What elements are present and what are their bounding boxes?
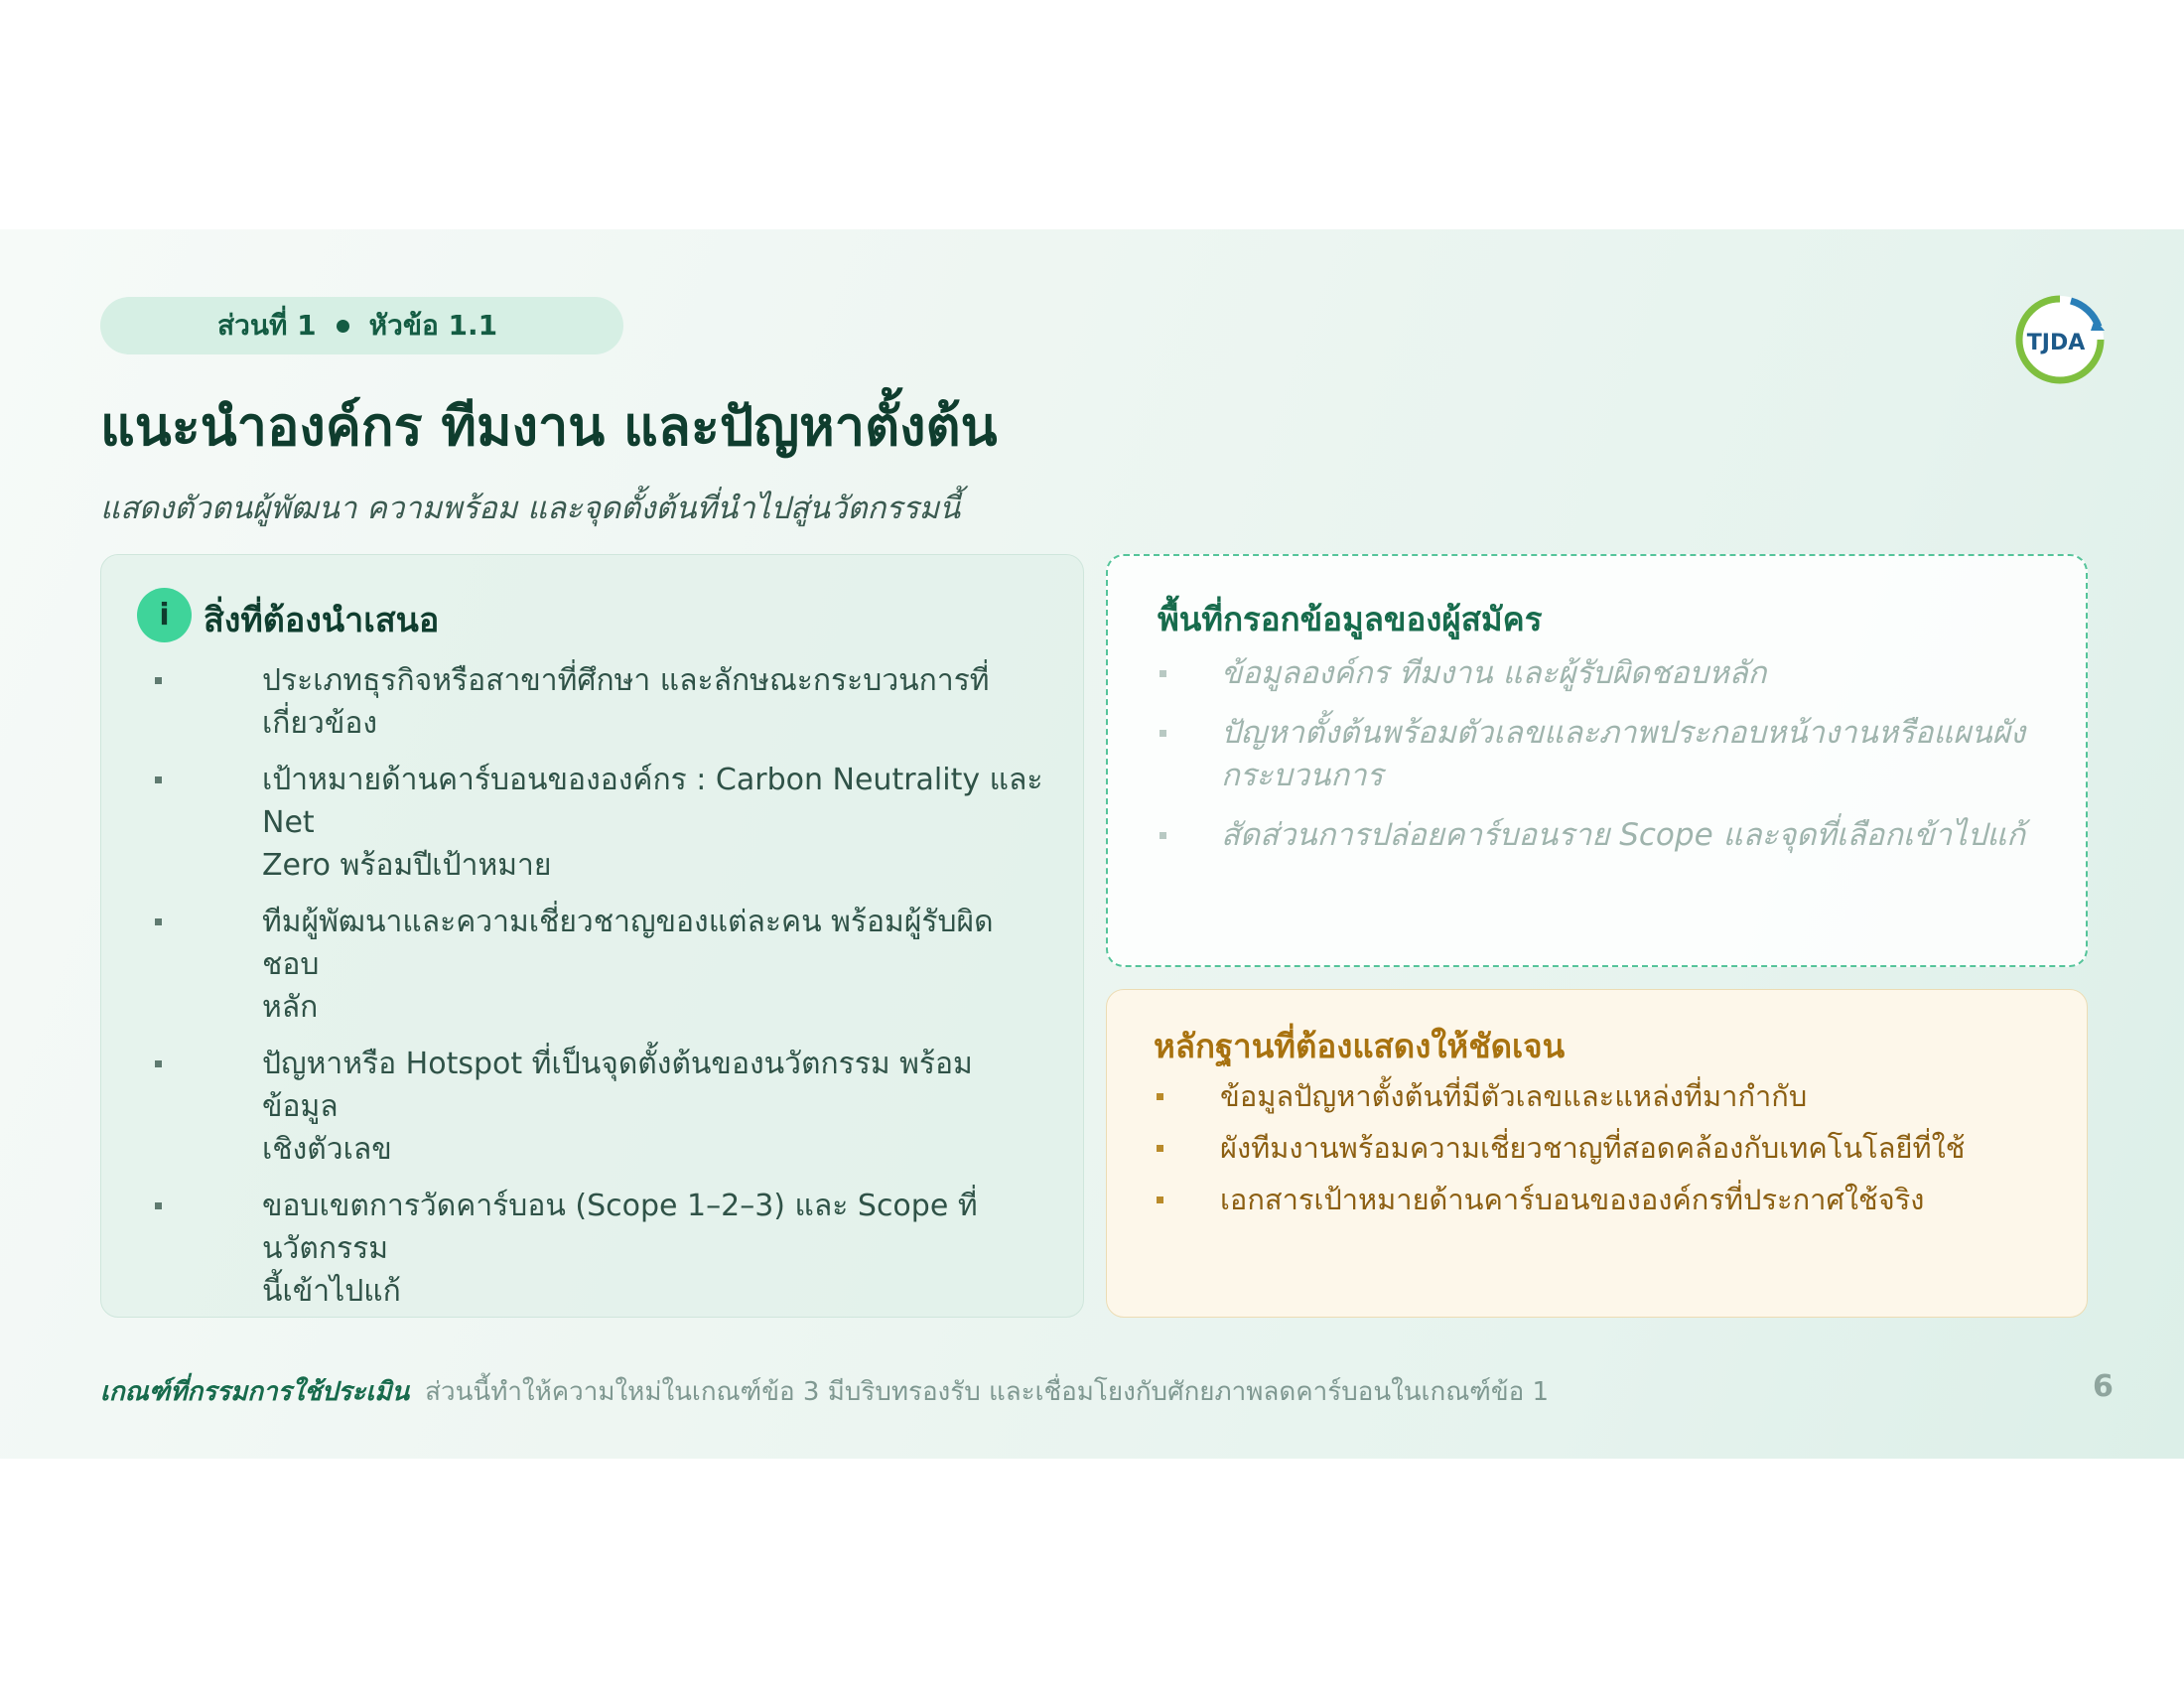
bullet-icon <box>155 677 162 684</box>
page-number: 6 <box>2093 1369 2114 1404</box>
list-item: ข้อมูลองค์กร ทีมงาน และผู้รับผิดชอบหลัก <box>1160 652 2053 695</box>
form-heading: พื้นที่กรอกข้อมูลของผู้สมัคร <box>1158 600 1543 638</box>
list-item: ผังทีมงานพร้อมความเชี่ยวชาญที่สอดคล้องกับเทคโนโลยีที่ใช้ <box>1157 1128 2050 1168</box>
evidence-heading: หลักฐานที่ต้องแสดงให้ชัดเจน <box>1154 1027 1566 1065</box>
list-item: เป้าหมายด้านคาร์บอนขององค์กร : Carbon Neutrality และ Net Zero พร้อมปีเป้าหมาย <box>151 759 1044 887</box>
bullet-icon <box>1160 730 1166 737</box>
present-list <box>151 659 1044 1327</box>
bullet-icon <box>1157 1145 1163 1152</box>
bullet-icon <box>1157 1093 1163 1100</box>
info-icon: i <box>137 588 192 642</box>
tjda-logo <box>2011 291 2109 388</box>
slide <box>0 229 2184 1459</box>
list-item: ข้อมูลปัญหาตั้งต้นที่มีตัวเลขและแหล่งที่มากำกับ <box>1157 1076 2050 1116</box>
section-label: ส่วนที่ 1 <box>217 309 317 342</box>
list-item: สัดส่วนการปล่อยคาร์บอนราย Scope และจุดที่เลือกเข้าไปแก้ <box>1160 814 2053 857</box>
present-card <box>100 554 1084 1318</box>
bullet-icon <box>1160 670 1166 677</box>
footer-text: ส่วนนี้ทำให้ความใหม่ในเกณฑ์ข้อ 3 มีบริบทรองรับ และเชื่อมโยงกับศักยภาพลดคาร์บอนในเกณฑ์ข้อ 1 <box>425 1377 1550 1407</box>
list-item: ปัญหาหรือ Hotspot ที่เป็นจุดตั้งต้นของนวัตกรรม พร้อมข้อมูล เชิงตัวเลข <box>151 1043 1044 1171</box>
section-pill <box>100 297 623 354</box>
list-item: เอกสารเป้าหมายด้านคาร์บอนขององค์กรที่ประกาศใช้จริง <box>1157 1180 2050 1219</box>
footer-label: เกณฑ์ที่กรรมการใช้ประเมิน <box>100 1377 410 1407</box>
list-item: ขอบเขตการวัดคาร์บอน (Scope 1–2–3) และ Scope ที่นวัตกรรม นี้เข้าไปแก้ <box>151 1185 1044 1313</box>
applicant-form-card[interactable] <box>1106 554 2088 967</box>
list-item: ประเภทธุรกิจหรือสาขาที่ศึกษา และลักษณะกระบวนการที่ เกี่ยวข้อง <box>151 659 1044 745</box>
evidence-card <box>1106 989 2088 1318</box>
list-item: ทีมผู้พัฒนาและความเชี่ยวชาญของแต่ละคน พร้อมผู้รับผิดชอบ หลัก <box>151 901 1044 1029</box>
bullet-icon <box>155 1060 162 1067</box>
bullet-icon <box>1157 1196 1163 1203</box>
footer <box>100 1371 1549 1412</box>
logo-text: TJDA <box>2026 331 2086 355</box>
list-item: ปัญหาตั้งต้นพร้อมตัวเลขและภาพประกอบหน้างานหรือแผนผัง กระบวนการ <box>1160 712 2053 797</box>
bullet-icon <box>155 776 162 783</box>
separator-dot <box>337 320 349 333</box>
bullet-icon <box>155 918 162 925</box>
evidence-list <box>1157 1076 2050 1231</box>
present-heading: สิ่งที่ต้องนำเสนอ <box>204 601 440 640</box>
page-subtitle: แสดงตัวตนผู้พัฒนา ความพร้อม และจุดตั้งต้นที่นำไปสู่นวัตกรรมนี้ <box>100 491 961 526</box>
bullet-icon <box>155 1202 162 1209</box>
form-placeholder-list <box>1160 652 2053 874</box>
bullet-icon <box>1160 832 1166 839</box>
page-title: แนะนำองค์กร ทีมงาน และปัญหาตั้งต้น <box>100 395 998 458</box>
topic-label: หัวข้อ 1.1 <box>368 309 498 342</box>
